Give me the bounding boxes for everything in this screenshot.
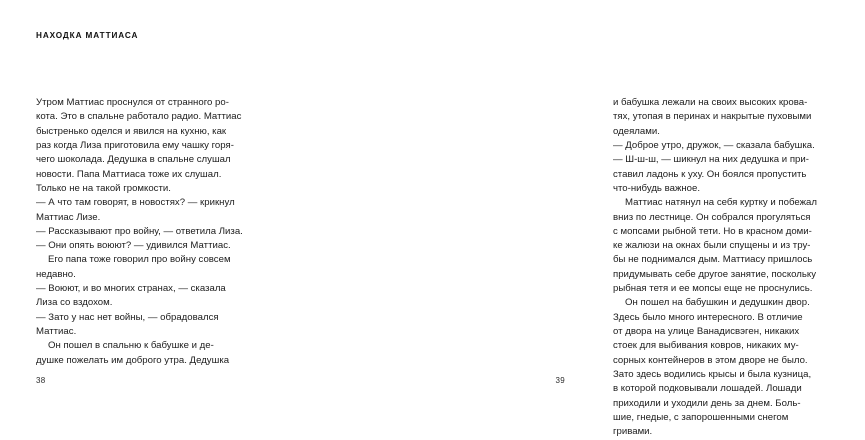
text-line: и бабушка лежали на своих высоких крова-	[613, 97, 808, 108]
text-line: — Ш-ш-ш, — шикнул на них дедушка и при-	[613, 154, 809, 166]
text-line: Утром Маттиас проснулся от странного ро-	[36, 97, 229, 108]
text-line: рыбная тетя и ее мопсы еще не проснулись.	[613, 283, 813, 295]
text-line: — Они опять воюют? — удивился Маттиас.	[36, 240, 231, 252]
text-line: новости. Папа Маттиаса тоже их слушал.	[36, 168, 222, 180]
page-number-right: 39	[555, 376, 565, 385]
text-line: шие, гнедые, с запорошенными снегом	[613, 411, 789, 423]
text-line: кота. Это в спальне работало радио. Маттиас	[36, 111, 242, 123]
text-line: стоек для выбивания ковров, никаких му-	[613, 340, 799, 352]
text-line: Зато здесь водились крысы и была кузница,	[613, 368, 812, 380]
text-line: что-нибудь важное.	[613, 182, 701, 194]
left-column-text	[36, 96, 286, 368]
text-line: недавно.	[36, 268, 76, 280]
text-line: Маттиас натянул на себя куртку и побежал	[625, 197, 817, 209]
text-line: раз когда Лиза приготовила ему чашку горя-	[36, 139, 234, 151]
text-line: тях, утопая в перинах и накрытые пуховыми	[613, 111, 812, 123]
right-page	[300, 0, 817, 438]
text-line: от двора на улице Ванадисвэген, никаких	[613, 326, 800, 337]
text-line: Он пошел на бабушкин и дедушкин двор.	[625, 297, 810, 309]
text-line: с мопсами рыбной тети. Но в красном доми-	[613, 225, 812, 237]
text-line: вниз по лестнице. Он собрался прогуляться	[613, 211, 811, 223]
text-line: придумывать себе другое занятие, поскольку	[613, 268, 817, 280]
text-line: сорных контейнеров в этом дворе не было.	[613, 354, 808, 366]
text-line: чего шоколада. Дедушка в спальне слушал	[36, 154, 231, 166]
right-column-text	[613, 96, 865, 440]
text-line: ставил ладонь к уху. Он боялся пропустить	[613, 168, 807, 180]
left-page	[0, 0, 300, 410]
text-line: Маттиас.	[36, 326, 77, 337]
text-line: в которой подковывали лошадей. Лошади	[613, 383, 802, 395]
text-line: бы не поднимался дым. Маттиасу пришлось	[613, 254, 813, 266]
text-line: — Доброе утро, дружок, — сказала бабушка.	[613, 139, 815, 151]
text-line: Здесь было много интересного. В отличие	[613, 311, 803, 323]
text-line: — А что там говорят, в новостях? — крикнул	[36, 197, 235, 209]
text-line: приходили и уходили день за днем. Боль-	[613, 397, 801, 409]
text-line: — Рассказывают про войну, — ответила Лиза.	[36, 225, 243, 237]
text-line: одеялами.	[613, 125, 660, 137]
text-line: ке жалюзи на окнах были спущены и из тру-	[613, 240, 811, 252]
text-line: — Воюют, и во многих странах, — сказала	[36, 283, 226, 295]
text-line: гривами.	[613, 426, 653, 438]
text-line: Он пошел в спальню к бабушке и де-	[48, 340, 214, 352]
page-number-left: 38	[36, 376, 46, 385]
text-line: быстренько оделся и явился на кухню, как	[36, 125, 227, 137]
text-line: Его папа тоже говорил про войну совсем	[48, 254, 231, 266]
text-line: душке пожелать им доброго утра. Дедушка	[36, 354, 230, 366]
text-line: Только не на такой громкости.	[36, 182, 171, 194]
text-line: Маттиас Лизе.	[36, 211, 101, 223]
chapter-title: НАХОДКА МАТТИАСА	[36, 31, 139, 40]
text-line: Лиза со вздохом.	[36, 297, 113, 309]
text-line: — Зато у нас нет войны, — обрадовался	[36, 311, 219, 323]
